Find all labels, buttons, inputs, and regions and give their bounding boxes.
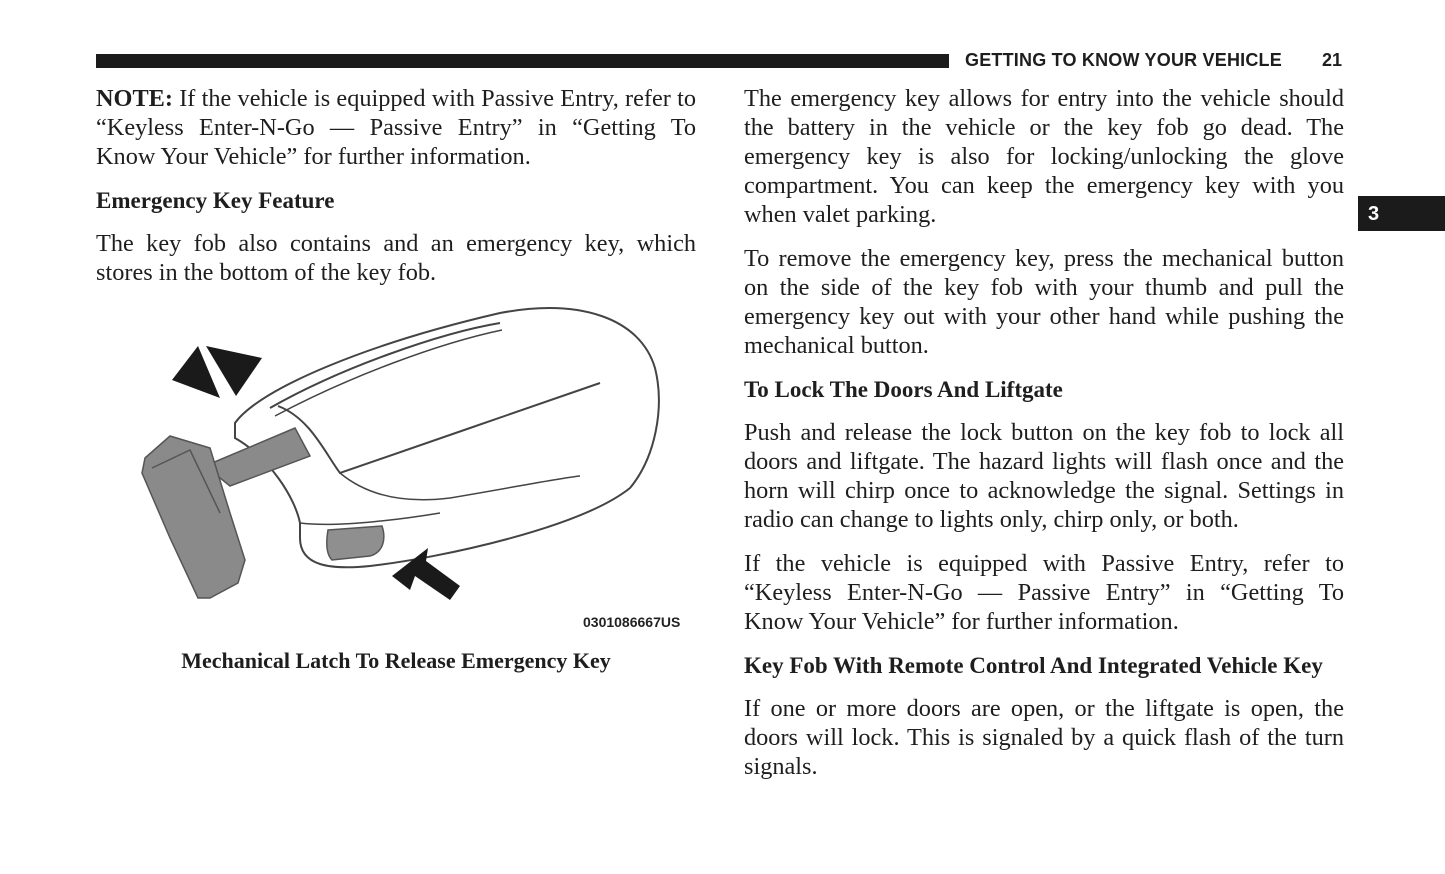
header-rule xyxy=(96,54,949,68)
figure-caption: Mechanical Latch To Release Emergency Key xyxy=(181,648,611,673)
passive-entry-paragraph: If the vehicle is equipped with Passive Entry, refer to “Keyless Enter-N-Go — Passive Entry” in “Getting To Know Your Vehicle” for further information. xyxy=(744,550,1344,635)
left-column xyxy=(96,84,696,302)
key-fob-remote-heading: Key Fob With Remote Control And Integrated Vehicle Key xyxy=(744,653,1323,678)
key-fob-illustration xyxy=(110,298,700,638)
lock-doors-heading: To Lock The Doors And Liftgate xyxy=(744,377,1063,402)
note-text: If the vehicle is equipped with Passive Entry, refer to “Keyless Enter-N-Go — Passive Entry” in “Getting To Know Your Vehicle” for further information. xyxy=(96,85,696,170)
key-fob-drawing-icon xyxy=(110,298,700,638)
remove-key-paragraph: To remove the emergency key, press the mechanical button on the side of the key fob with your thumb and pull the emergency key out with your other hand while pushing the mechanical button. xyxy=(744,245,1344,359)
lock-doors-paragraph: Push and release the lock button on the key fob to lock all doors and liftgate. The hazard lights will flash once and the horn will chirp once to acknowledge the signal. Settings in radio can change to lights only, chirp only, or both. xyxy=(744,419,1344,533)
emergency-key-paragraph: The key fob also contains and an emergency key, which stores in the bottom of the key fob. xyxy=(96,230,696,286)
chapter-number: 3 xyxy=(1368,203,1380,225)
emergency-key-heading: Emergency Key Feature xyxy=(96,188,335,213)
figure-id: 0301086667US xyxy=(583,614,681,630)
note-paragraph xyxy=(96,84,696,171)
chapter-tab xyxy=(1358,196,1445,231)
key-fob-remote-paragraph: If one or more doors are open, or the liftgate is open, the doors will lock. This is signaled by a quick flash of the turn signals. xyxy=(744,695,1344,780)
emergency-key-use-paragraph: The emergency key allows for entry into the vehicle should the battery in the vehicle or the key fob go dead. The emergency key is also for locking/unlocking the glove compartment. You can keep the emergency key with you when valet parking. xyxy=(744,85,1344,228)
right-column xyxy=(744,84,1344,796)
section-title: GETTING TO KNOW YOUR VEHICLE xyxy=(965,50,1282,70)
page-number: 21 xyxy=(1322,50,1343,70)
note-label: NOTE: xyxy=(96,85,173,112)
